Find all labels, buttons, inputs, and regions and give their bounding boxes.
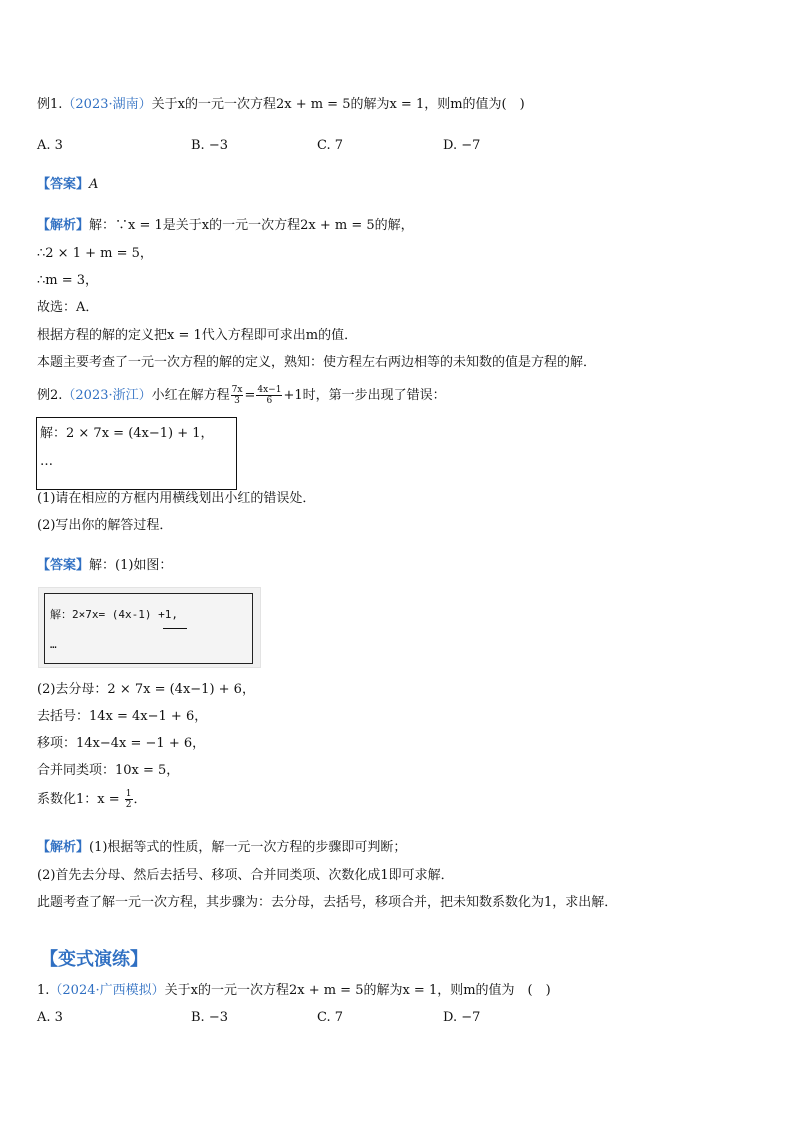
sub-question-1: (1)请在相应的方框内用横线划出小红的错误处． [37,491,316,506]
option-b: B. −3 [191,138,228,153]
analysis-1-line: ∴2 × 1 + m = 5， [37,246,153,261]
example-2-question [37,384,446,408]
analysis-1-first [37,217,414,235]
fraction-numerator: 1 [125,789,132,799]
option-a: A. 3 [37,138,63,153]
example-label: 例1. [37,97,63,112]
question-text: 关于x的一元一次方程2x + m = 5的解为x = 1，则m的值为( ) [151,97,525,112]
analysis-1-line: 根据方程的解的定义把x = 1代入方程即可求出m的值． [37,328,358,343]
figure-error-part: +1, [158,608,178,621]
analysis-2-first [37,839,406,857]
analysis-text: (1)根据等式的性质，解一元一次方程的步骤即可判断； [89,840,407,855]
step-prefix: 系数化1：x = [37,792,124,807]
source-tag: （2024·广西模拟） [49,983,165,998]
analysis-1-line: 故选：A． [37,300,99,315]
equals-sign: = [244,388,256,403]
fraction-numerator: 4x−1 [257,385,282,395]
question-prefix: 小红在解方程 [151,388,230,403]
question-text: 关于x的一元一次方程2x + m = 5的解为x = 1，则m的值为 ( ) [164,983,551,998]
analysis-2-line: (2)首先去分母、然后去括号、移项、合并同类项、次数化成1即可求解． [37,868,454,883]
fraction-denominator: 6 [266,396,273,406]
figure-line-1-main: 解：2×7x= (4x-1) [50,608,159,621]
answer-intro: 解：(1)如图： [89,558,173,573]
source-tag: （2023·浙江） [62,388,152,403]
student-work-box [36,417,237,490]
analysis-2-line: 此题考查了解一元一次方程，其步骤为：去分母，去括号，移项合并，把未知数系数化为1，求出解． [37,895,618,910]
analysis-text: 解：∵x = 1是关于x的一元一次方程2x + m = 5的解， [89,218,414,233]
option-d: D. −7 [443,138,481,153]
option-a: A. 3 [37,1010,63,1025]
solution-step: (2)去分母：2 × 7x = (4x−1) + 6， [37,682,255,697]
analysis-tag: 【解析】 [37,840,90,855]
option-c: C. 7 [317,138,344,153]
answer-1 [37,176,98,194]
question-suffix: +1时，第一步出现了错误： [283,388,446,403]
question-number: 1. [37,983,50,998]
source-tag: （2023·湖南） [62,97,152,112]
fraction-left [231,385,244,406]
option-c: C. 7 [317,1010,344,1025]
answer-2-intro [37,557,172,575]
figure-line-2: … [50,638,57,651]
fraction-right [256,385,282,406]
fraction-half [125,789,133,810]
box-line-1: 解：2 × 7x = (4x−1) + 1， [40,426,214,441]
solution-step: 移项：14x−4x = −1 + 6， [37,736,206,751]
option-d: D. −7 [443,1010,481,1025]
analysis-1-line: 本题主要考查了一元一次方程的解的定义，熟知：使方程左右两边相等的未知数的值是方程的解． [37,355,597,370]
fraction-numerator: 7x [231,385,243,395]
fraction-denominator: 3 [234,396,240,406]
answer-figure-box [44,593,253,664]
example-label: 例2. [37,388,63,403]
section-title: 【变式演练】 [40,949,148,970]
sub-question-2: (2)写出你的解答过程． [37,518,173,533]
option-b: B. −3 [191,1010,228,1025]
solution-step-last [37,788,147,812]
error-underline [163,628,187,629]
answer-tag: 【答案】 [37,558,90,573]
fraction-denominator: 2 [125,800,132,810]
box-line-2: … [40,454,53,469]
analysis-1-line: ∴m = 3， [37,273,99,288]
solution-step: 去括号：14x = 4x−1 + 6， [37,709,208,724]
figure-line-1 [50,606,178,622]
solution-step: 合并同类项：10x = 5， [37,763,180,778]
example-1-question [37,96,525,114]
answer-value: A [89,177,99,192]
analysis-tag: 【解析】 [37,218,90,233]
step-suffix: ． [133,792,147,807]
answer-tag: 【答案】 [37,177,90,192]
variant-question [37,982,551,1000]
